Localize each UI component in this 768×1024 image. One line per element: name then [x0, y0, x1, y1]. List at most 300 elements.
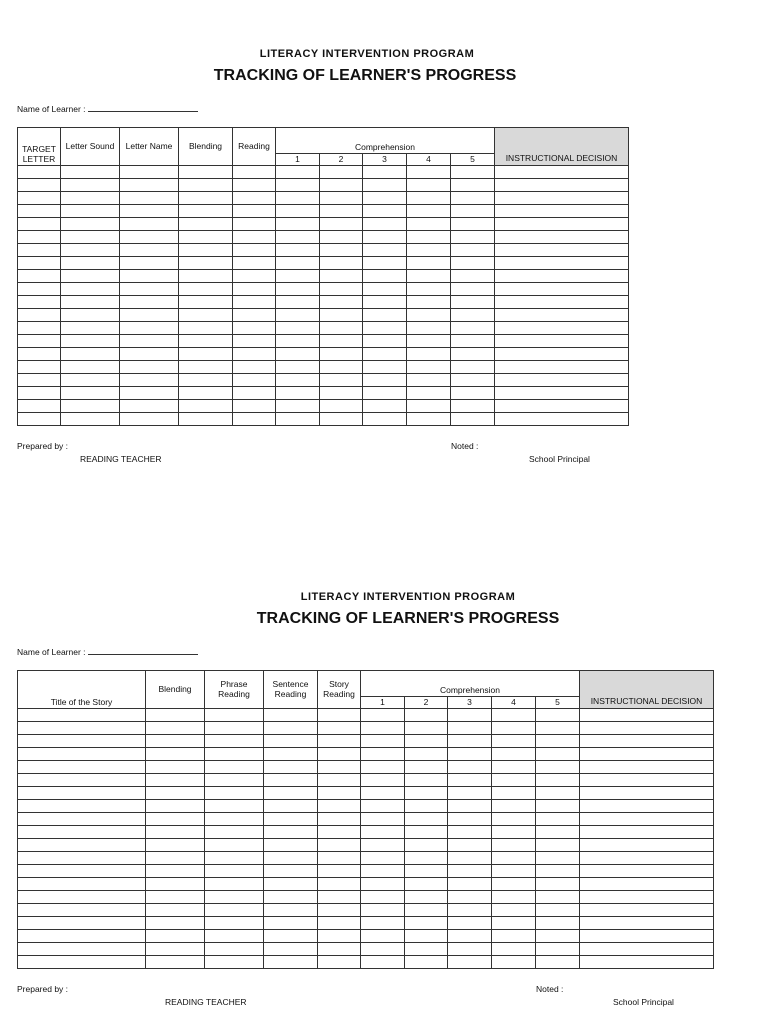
- stories-table-cell[interactable]: [205, 917, 264, 930]
- letters-table-cell[interactable]: [451, 166, 495, 179]
- letters-table-cell[interactable]: [179, 361, 233, 374]
- stories-table-cell[interactable]: [448, 839, 492, 852]
- letters-table-cell[interactable]: [61, 270, 120, 283]
- stories-table-cell[interactable]: [361, 839, 405, 852]
- letters-table-cell[interactable]: [495, 192, 629, 205]
- stories-table-cell[interactable]: [405, 826, 448, 839]
- stories-table-cell[interactable]: [361, 787, 405, 800]
- stories-table-cell[interactable]: [492, 917, 536, 930]
- letters-table-cell[interactable]: [61, 192, 120, 205]
- letters-table-cell[interactable]: [61, 322, 120, 335]
- letters-table-cell[interactable]: [18, 257, 61, 270]
- letters-table-cell[interactable]: [233, 361, 276, 374]
- letters-table-cell[interactable]: [120, 374, 179, 387]
- stories-table-cell[interactable]: [205, 904, 264, 917]
- letters-table-cell[interactable]: [233, 192, 276, 205]
- stories-table-cell[interactable]: [536, 722, 580, 735]
- letters-table-cell[interactable]: [363, 309, 407, 322]
- letters-table-cell[interactable]: [320, 192, 363, 205]
- stories-table-cell[interactable]: [146, 774, 205, 787]
- letters-table-cell[interactable]: [407, 270, 451, 283]
- stories-table-cell[interactable]: [18, 800, 146, 813]
- stories-table-cell[interactable]: [536, 826, 580, 839]
- stories-table-cell[interactable]: [146, 865, 205, 878]
- letters-table-cell[interactable]: [363, 335, 407, 348]
- stories-table-cell[interactable]: [18, 813, 146, 826]
- stories-table-cell[interactable]: [492, 774, 536, 787]
- letters-table-cell[interactable]: [363, 231, 407, 244]
- letters-table-cell[interactable]: [495, 179, 629, 192]
- stories-table-cell[interactable]: [536, 800, 580, 813]
- stories-table-cell[interactable]: [18, 956, 146, 969]
- stories-table-cell[interactable]: [448, 787, 492, 800]
- stories-table-cell[interactable]: [318, 813, 361, 826]
- stories-table-cell[interactable]: [205, 878, 264, 891]
- stories-table-cell[interactable]: [146, 735, 205, 748]
- letters-table-cell[interactable]: [18, 335, 61, 348]
- stories-table-cell[interactable]: [492, 956, 536, 969]
- letters-table-cell[interactable]: [363, 270, 407, 283]
- letters-table-cell[interactable]: [18, 192, 61, 205]
- letters-table-cell[interactable]: [233, 270, 276, 283]
- letters-table-cell[interactable]: [407, 361, 451, 374]
- stories-table-cell[interactable]: [448, 891, 492, 904]
- stories-table-cell[interactable]: [536, 852, 580, 865]
- stories-table-cell[interactable]: [361, 826, 405, 839]
- stories-table-cell[interactable]: [264, 865, 318, 878]
- stories-table-cell[interactable]: [536, 709, 580, 722]
- stories-table-cell[interactable]: [492, 787, 536, 800]
- stories-table-cell[interactable]: [361, 943, 405, 956]
- letters-table-cell[interactable]: [120, 218, 179, 231]
- stories-table-cell[interactable]: [264, 917, 318, 930]
- stories-table-cell[interactable]: [146, 826, 205, 839]
- stories-table-cell[interactable]: [146, 930, 205, 943]
- letters-table-cell[interactable]: [276, 192, 320, 205]
- stories-table-cell[interactable]: [405, 735, 448, 748]
- letters-table-cell[interactable]: [120, 361, 179, 374]
- letters-table-cell[interactable]: [179, 348, 233, 361]
- stories-table-cell[interactable]: [448, 930, 492, 943]
- letters-table-cell[interactable]: [451, 205, 495, 218]
- stories-table-cell[interactable]: [492, 800, 536, 813]
- letters-table-cell[interactable]: [233, 374, 276, 387]
- letters-table-cell[interactable]: [495, 166, 629, 179]
- stories-table-cell[interactable]: [580, 930, 714, 943]
- letters-table-cell[interactable]: [451, 309, 495, 322]
- letters-table-cell[interactable]: [120, 192, 179, 205]
- letters-table-cell[interactable]: [363, 361, 407, 374]
- stories-table-cell[interactable]: [405, 852, 448, 865]
- stories-table-cell[interactable]: [146, 956, 205, 969]
- stories-table-cell[interactable]: [146, 722, 205, 735]
- stories-table-cell[interactable]: [448, 813, 492, 826]
- letters-table-cell[interactable]: [120, 296, 179, 309]
- stories-table-cell[interactable]: [405, 956, 448, 969]
- letters-table-cell[interactable]: [320, 374, 363, 387]
- letters-table-cell[interactable]: [407, 374, 451, 387]
- letters-table-cell[interactable]: [407, 413, 451, 426]
- letters-table-cell[interactable]: [495, 244, 629, 257]
- letters-table-cell[interactable]: [61, 374, 120, 387]
- stories-table-cell[interactable]: [580, 878, 714, 891]
- letters-table-cell[interactable]: [363, 179, 407, 192]
- stories-table-cell[interactable]: [18, 917, 146, 930]
- stories-table-cell[interactable]: [536, 878, 580, 891]
- stories-table-cell[interactable]: [318, 839, 361, 852]
- learner-name-field-2[interactable]: [17, 646, 198, 657]
- letters-table-cell[interactable]: [407, 322, 451, 335]
- letters-table-cell[interactable]: [61, 244, 120, 257]
- stories-table-cell[interactable]: [18, 852, 146, 865]
- stories-table-cell[interactable]: [580, 956, 714, 969]
- stories-table-cell[interactable]: [18, 943, 146, 956]
- stories-table-cell[interactable]: [18, 904, 146, 917]
- letters-table-cell[interactable]: [320, 361, 363, 374]
- letters-table-cell[interactable]: [179, 244, 233, 257]
- learner-name-field[interactable]: [17, 103, 198, 114]
- letters-table-cell[interactable]: [18, 231, 61, 244]
- letters-table-cell[interactable]: [233, 348, 276, 361]
- letters-table-cell[interactable]: [18, 400, 61, 413]
- stories-table-cell[interactable]: [405, 904, 448, 917]
- stories-table-cell[interactable]: [448, 800, 492, 813]
- stories-table-cell[interactable]: [448, 735, 492, 748]
- stories-table-cell[interactable]: [405, 761, 448, 774]
- stories-table-cell[interactable]: [146, 761, 205, 774]
- learner-name-line[interactable]: [88, 103, 198, 112]
- letters-table-cell[interactable]: [61, 283, 120, 296]
- letters-table-cell[interactable]: [18, 322, 61, 335]
- stories-table-cell[interactable]: [492, 943, 536, 956]
- letters-table-cell[interactable]: [451, 335, 495, 348]
- stories-table-cell[interactable]: [536, 813, 580, 826]
- stories-table-cell[interactable]: [405, 774, 448, 787]
- stories-table-cell[interactable]: [405, 930, 448, 943]
- letters-table-cell[interactable]: [179, 374, 233, 387]
- letters-table-cell[interactable]: [495, 361, 629, 374]
- stories-table-cell[interactable]: [492, 761, 536, 774]
- letters-table-cell[interactable]: [18, 270, 61, 283]
- stories-table-cell[interactable]: [264, 878, 318, 891]
- letters-table-cell[interactable]: [18, 348, 61, 361]
- letters-table-cell[interactable]: [61, 218, 120, 231]
- stories-table-cell[interactable]: [492, 826, 536, 839]
- letters-table-cell[interactable]: [407, 257, 451, 270]
- letters-table-cell[interactable]: [495, 205, 629, 218]
- letters-table-cell[interactable]: [363, 322, 407, 335]
- letters-table-cell[interactable]: [363, 283, 407, 296]
- stories-table-cell[interactable]: [580, 865, 714, 878]
- stories-table-cell[interactable]: [580, 774, 714, 787]
- stories-table-cell[interactable]: [448, 904, 492, 917]
- stories-table-cell[interactable]: [264, 748, 318, 761]
- letters-table-cell[interactable]: [179, 179, 233, 192]
- letters-table-cell[interactable]: [407, 296, 451, 309]
- letters-table-cell[interactable]: [363, 205, 407, 218]
- stories-table-cell[interactable]: [448, 722, 492, 735]
- letters-table-cell[interactable]: [276, 400, 320, 413]
- letters-table-cell[interactable]: [276, 374, 320, 387]
- stories-table-cell[interactable]: [18, 709, 146, 722]
- stories-table-cell[interactable]: [448, 865, 492, 878]
- letters-table-cell[interactable]: [233, 413, 276, 426]
- stories-table-cell[interactable]: [264, 930, 318, 943]
- stories-table-cell[interactable]: [146, 800, 205, 813]
- letters-table-cell[interactable]: [451, 257, 495, 270]
- letters-table-cell[interactable]: [18, 296, 61, 309]
- stories-table-cell[interactable]: [361, 878, 405, 891]
- stories-table-cell[interactable]: [146, 904, 205, 917]
- stories-table-cell[interactable]: [18, 878, 146, 891]
- stories-table-cell[interactable]: [205, 735, 264, 748]
- letters-table-cell[interactable]: [320, 348, 363, 361]
- letters-table-cell[interactable]: [320, 205, 363, 218]
- letters-table-cell[interactable]: [179, 270, 233, 283]
- stories-table-cell[interactable]: [580, 761, 714, 774]
- letters-table-cell[interactable]: [495, 400, 629, 413]
- stories-table-cell[interactable]: [580, 826, 714, 839]
- letters-table-cell[interactable]: [233, 283, 276, 296]
- letters-table-cell[interactable]: [407, 335, 451, 348]
- stories-table-cell[interactable]: [536, 917, 580, 930]
- stories-table-cell[interactable]: [318, 722, 361, 735]
- stories-table-cell[interactable]: [580, 800, 714, 813]
- letters-table-cell[interactable]: [120, 309, 179, 322]
- stories-table-cell[interactable]: [205, 787, 264, 800]
- stories-table-cell[interactable]: [361, 761, 405, 774]
- letters-table-cell[interactable]: [179, 335, 233, 348]
- letters-table-cell[interactable]: [179, 205, 233, 218]
- stories-table-cell[interactable]: [492, 839, 536, 852]
- letters-table-cell[interactable]: [407, 166, 451, 179]
- stories-table-cell[interactable]: [536, 891, 580, 904]
- letters-table-cell[interactable]: [320, 413, 363, 426]
- stories-table-cell[interactable]: [205, 709, 264, 722]
- letters-table-cell[interactable]: [495, 374, 629, 387]
- letters-table-cell[interactable]: [276, 179, 320, 192]
- letters-table-cell[interactable]: [363, 166, 407, 179]
- letters-table-cell[interactable]: [451, 192, 495, 205]
- letters-table-cell[interactable]: [495, 335, 629, 348]
- letters-table-cell[interactable]: [363, 348, 407, 361]
- letters-table-cell[interactable]: [61, 166, 120, 179]
- letters-table-cell[interactable]: [179, 400, 233, 413]
- letters-table-cell[interactable]: [61, 361, 120, 374]
- stories-table-cell[interactable]: [318, 800, 361, 813]
- stories-table-cell[interactable]: [492, 813, 536, 826]
- letters-table-cell[interactable]: [320, 218, 363, 231]
- letters-table-cell[interactable]: [451, 283, 495, 296]
- stories-table-cell[interactable]: [536, 748, 580, 761]
- stories-table-cell[interactable]: [264, 826, 318, 839]
- stories-table-cell[interactable]: [146, 748, 205, 761]
- stories-table-cell[interactable]: [205, 865, 264, 878]
- letters-table-cell[interactable]: [320, 270, 363, 283]
- letters-table-cell[interactable]: [120, 387, 179, 400]
- stories-table-cell[interactable]: [580, 904, 714, 917]
- letters-table-cell[interactable]: [451, 270, 495, 283]
- letters-table-cell[interactable]: [179, 309, 233, 322]
- stories-table-cell[interactable]: [361, 813, 405, 826]
- letters-table-cell[interactable]: [18, 309, 61, 322]
- letters-table-cell[interactable]: [233, 322, 276, 335]
- stories-table-cell[interactable]: [205, 813, 264, 826]
- stories-table-cell[interactable]: [405, 813, 448, 826]
- stories-table-cell[interactable]: [205, 956, 264, 969]
- letters-table-cell[interactable]: [276, 348, 320, 361]
- stories-table-cell[interactable]: [205, 774, 264, 787]
- stories-table-cell[interactable]: [448, 774, 492, 787]
- letters-table-cell[interactable]: [407, 309, 451, 322]
- letters-table-cell[interactable]: [61, 296, 120, 309]
- letters-table-cell[interactable]: [495, 218, 629, 231]
- letters-table-cell[interactable]: [233, 387, 276, 400]
- letters-table-cell[interactable]: [61, 413, 120, 426]
- letters-table-cell[interactable]: [320, 309, 363, 322]
- stories-table-cell[interactable]: [146, 891, 205, 904]
- letters-table-cell[interactable]: [276, 257, 320, 270]
- letters-table-cell[interactable]: [407, 400, 451, 413]
- stories-table-cell[interactable]: [318, 761, 361, 774]
- stories-table-cell[interactable]: [405, 943, 448, 956]
- letters-table-cell[interactable]: [179, 322, 233, 335]
- letters-table-cell[interactable]: [495, 309, 629, 322]
- letters-table-cell[interactable]: [363, 296, 407, 309]
- letters-table-cell[interactable]: [320, 296, 363, 309]
- stories-table-cell[interactable]: [492, 904, 536, 917]
- letters-table-cell[interactable]: [179, 218, 233, 231]
- letters-table-cell[interactable]: [120, 244, 179, 257]
- letters-table-cell[interactable]: [276, 387, 320, 400]
- letters-table-cell[interactable]: [451, 179, 495, 192]
- letters-table-cell[interactable]: [18, 361, 61, 374]
- stories-table-cell[interactable]: [18, 735, 146, 748]
- stories-table-cell[interactable]: [580, 748, 714, 761]
- stories-table-cell[interactable]: [580, 709, 714, 722]
- stories-table-cell[interactable]: [405, 917, 448, 930]
- stories-table-cell[interactable]: [405, 709, 448, 722]
- letters-table-cell[interactable]: [120, 166, 179, 179]
- stories-table-cell[interactable]: [448, 709, 492, 722]
- stories-table-cell[interactable]: [146, 878, 205, 891]
- stories-table-cell[interactable]: [264, 891, 318, 904]
- stories-table-cell[interactable]: [264, 709, 318, 722]
- letters-table-cell[interactable]: [120, 205, 179, 218]
- letters-table-cell[interactable]: [495, 322, 629, 335]
- letters-table-cell[interactable]: [276, 270, 320, 283]
- letters-table-cell[interactable]: [363, 374, 407, 387]
- stories-table-cell[interactable]: [492, 865, 536, 878]
- letters-table-cell[interactable]: [495, 296, 629, 309]
- stories-table-cell[interactable]: [18, 748, 146, 761]
- stories-table-cell[interactable]: [318, 787, 361, 800]
- letters-table-cell[interactable]: [495, 413, 629, 426]
- letters-table-cell[interactable]: [120, 231, 179, 244]
- letters-table-cell[interactable]: [18, 374, 61, 387]
- stories-table-cell[interactable]: [536, 930, 580, 943]
- stories-table-cell[interactable]: [264, 800, 318, 813]
- letters-table-cell[interactable]: [276, 413, 320, 426]
- letters-table-cell[interactable]: [363, 192, 407, 205]
- stories-table-cell[interactable]: [361, 722, 405, 735]
- letters-table-cell[interactable]: [179, 231, 233, 244]
- letters-table-cell[interactable]: [233, 205, 276, 218]
- letters-table-cell[interactable]: [61, 387, 120, 400]
- stories-table-cell[interactable]: [318, 904, 361, 917]
- letters-table-cell[interactable]: [233, 179, 276, 192]
- letters-table-cell[interactable]: [407, 179, 451, 192]
- letters-table-cell[interactable]: [233, 166, 276, 179]
- stories-table-cell[interactable]: [205, 761, 264, 774]
- stories-table-cell[interactable]: [492, 722, 536, 735]
- stories-table-cell[interactable]: [18, 930, 146, 943]
- stories-table-cell[interactable]: [492, 709, 536, 722]
- letters-table-cell[interactable]: [18, 244, 61, 257]
- stories-table-cell[interactable]: [492, 748, 536, 761]
- stories-table-cell[interactable]: [536, 735, 580, 748]
- stories-table-cell[interactable]: [205, 930, 264, 943]
- stories-table-cell[interactable]: [318, 917, 361, 930]
- letters-table-cell[interactable]: [233, 257, 276, 270]
- stories-table-cell[interactable]: [264, 722, 318, 735]
- letters-table-cell[interactable]: [61, 348, 120, 361]
- stories-table-cell[interactable]: [18, 865, 146, 878]
- stories-table-cell[interactable]: [318, 956, 361, 969]
- letters-table-cell[interactable]: [233, 400, 276, 413]
- letters-table-cell[interactable]: [407, 205, 451, 218]
- letters-table-cell[interactable]: [407, 283, 451, 296]
- stories-table-cell[interactable]: [205, 800, 264, 813]
- stories-table-cell[interactable]: [205, 943, 264, 956]
- stories-table-cell[interactable]: [318, 865, 361, 878]
- stories-table-cell[interactable]: [448, 943, 492, 956]
- stories-table-cell[interactable]: [580, 943, 714, 956]
- stories-table-cell[interactable]: [580, 852, 714, 865]
- stories-table-cell[interactable]: [318, 826, 361, 839]
- stories-table-cell[interactable]: [318, 891, 361, 904]
- stories-table-cell[interactable]: [146, 709, 205, 722]
- stories-table-cell[interactable]: [580, 722, 714, 735]
- letters-table-cell[interactable]: [179, 166, 233, 179]
- stories-table-cell[interactable]: [361, 735, 405, 748]
- letters-table-cell[interactable]: [18, 218, 61, 231]
- letters-table-cell[interactable]: [179, 257, 233, 270]
- letters-table-cell[interactable]: [451, 361, 495, 374]
- letters-table-cell[interactable]: [61, 309, 120, 322]
- letters-table-cell[interactable]: [61, 335, 120, 348]
- stories-table-cell[interactable]: [318, 930, 361, 943]
- letters-table-cell[interactable]: [495, 231, 629, 244]
- letters-table-cell[interactable]: [276, 361, 320, 374]
- letters-table-cell[interactable]: [179, 296, 233, 309]
- stories-table-cell[interactable]: [318, 852, 361, 865]
- letters-table-cell[interactable]: [407, 387, 451, 400]
- stories-table-cell[interactable]: [18, 722, 146, 735]
- stories-table-cell[interactable]: [536, 787, 580, 800]
- letters-table-cell[interactable]: [320, 322, 363, 335]
- stories-table-cell[interactable]: [405, 722, 448, 735]
- stories-table-cell[interactable]: [405, 865, 448, 878]
- stories-table-cell[interactable]: [361, 865, 405, 878]
- letters-table-cell[interactable]: [320, 283, 363, 296]
- letters-table-cell[interactable]: [276, 218, 320, 231]
- letters-table-cell[interactable]: [120, 322, 179, 335]
- letters-table-cell[interactable]: [120, 257, 179, 270]
- letters-table-cell[interactable]: [495, 348, 629, 361]
- letters-table-cell[interactable]: [276, 309, 320, 322]
- letters-table-cell[interactable]: [451, 231, 495, 244]
